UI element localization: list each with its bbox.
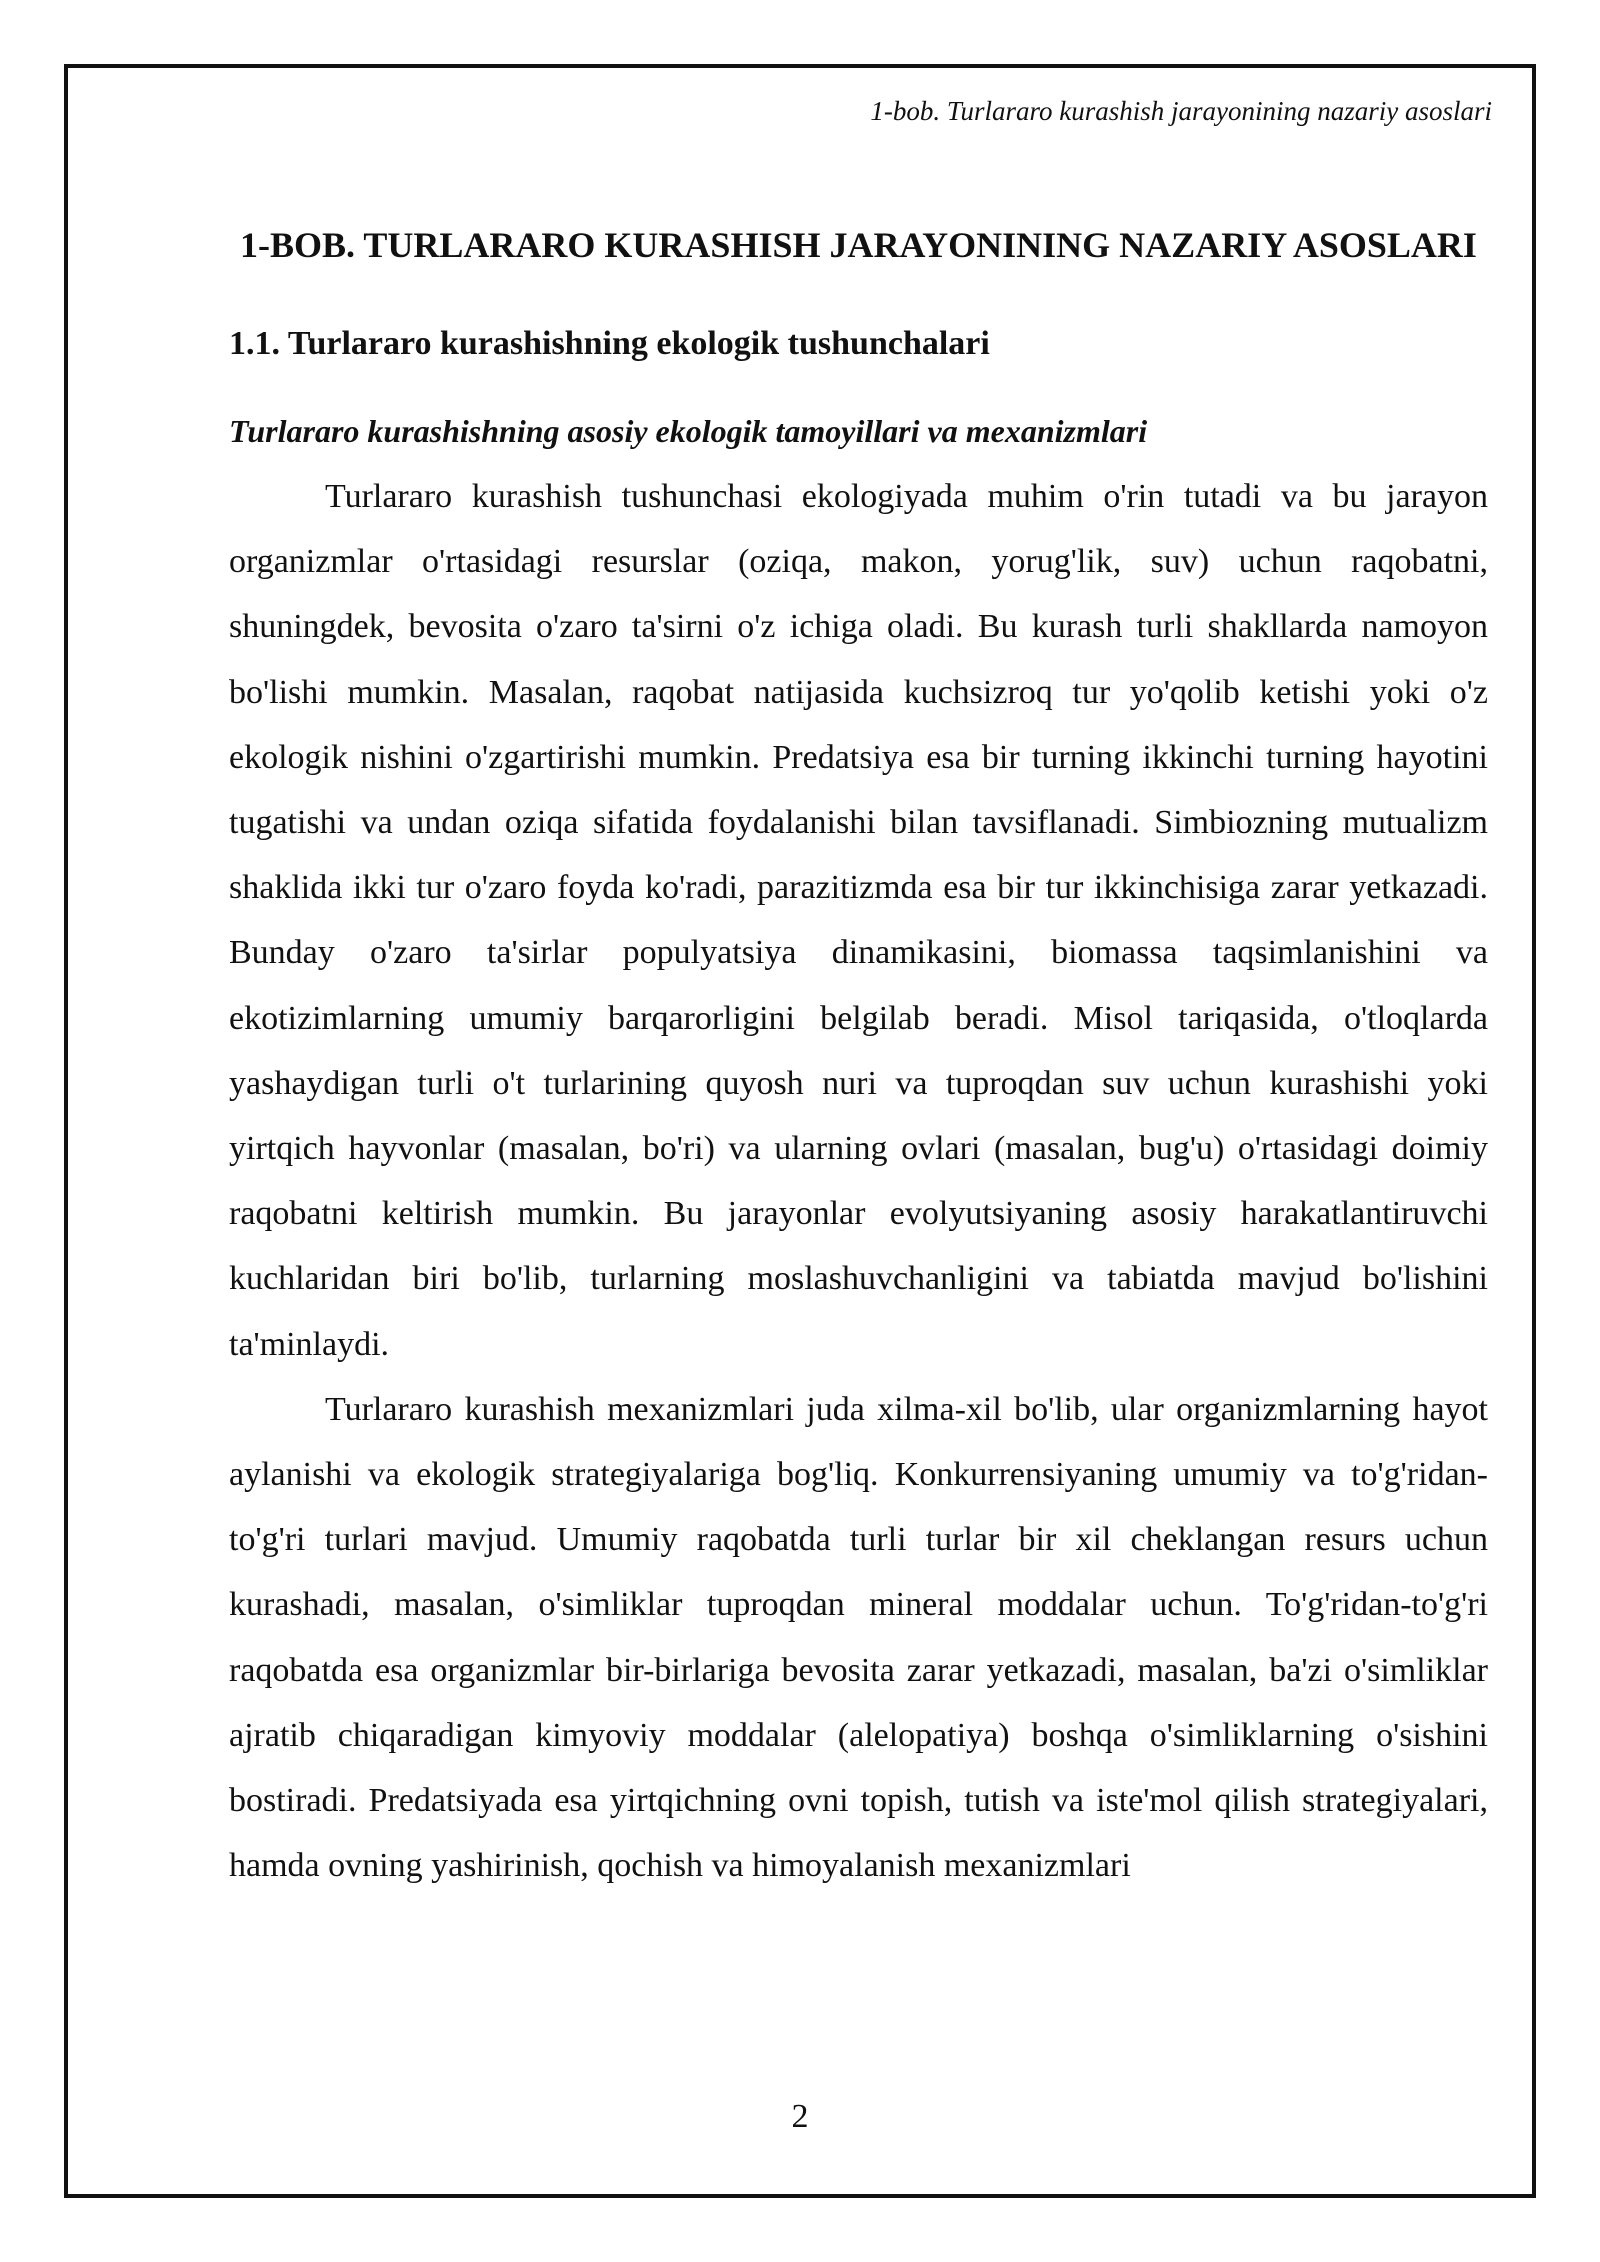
body-paragraph-2: Turlararo kurashish mexanizmlari juda xilma-xil bo'lib, ular organizmlarning hayot aylanishi va ekologik strategiyalariga bog'liq. Konkurrensiyaning umumiy va to'g'ridan-to'g'ri turlari mavjud. Umumiy raqobatda turli turlar bir xil cheklangan resurs uchun kurashadi, masalan, o'simliklar tuproqdan mineral moddalar uchun. To'g'ridan-to'g'ri raqobatda esa organizmlar bir-birlariga bevosita zarar yetkazadi, masalan, ba'zi o'simliklar ajratib chiqaradigan kimyoviy moddalar (alelopatiya) boshqa o'simliklarning o'sishini bostiradi. Predatsiyada esa yirtqichning ovni topish, tutish va iste'mol qilish strategiyalari, hamda ovning yashirinish, qochish va himoyalanish mexanizmlari — [229, 1390, 1488, 1885]
body-paragraph-1: Turlararo kurashish tushunchasi ekologiyada muhim o'rin tutadi va bu jarayon organizmlar o'rtasidagi resurslar (oziqa, makon, yorug'lik, suv) uchun raqobatni, shuningdek, bevosita o'zaro ta'sirni o'z ichiga oladi. Bu kurash turli shakllarda namoyon bo'lishi mumkin. Masalan, raqobat natijasida kuchsizroq tur yo'qolib ketishi yoki o'z ekologik nishini o'zgartirishi mumkin. Predatsiya esa bir turning ikkinchi turning hayotini tugatishi va undan oziqa sifatida foydalanishi bilan tavsiflanadi. Simbiozning mutualizm shaklida ikki tur o'zaro foyda ko'radi, parazitizmda esa bir tur ikkinchisiga zarar yetkazadi. Bunday o'zaro ta'sirlar populyatsiya dinamikasini, biomassa taqsimlanishini va ekotizimlarning umumiy barqarorligini belgilab beradi. Misol tariqasida, o'tloqlarda yashaydigan turli o't turlarining quyosh nuri va tuproqdan suv uchun kurashishi yoki yirtqich hayvonlar (masalan, bo'ri) va ularning ovlari (masalan, bug'u) o'rtasidagi doimiy raqobatni keltirish mumkin. Bu jarayonlar evolyutsiyaning asosiy harakatlantiruvchi kuchlaridan biri bo'lib, turlarning moslashuvchanligini va tabiatda mavjud bo'lishini ta'minlaydi. — [229, 478, 1488, 1363]
section-title: 1.1. Turlararo kurashishning ekologik tushunchalari — [229, 325, 990, 362]
page-number: 2 — [791, 2098, 809, 2135]
subsection-title: Turlararo kurashishning asosiy ekologik tamoyillari va mexanizmlari — [229, 413, 1148, 449]
running-header: 1-bob. Turlararo kurashish jarayonining nazariy asoslari — [870, 96, 1492, 126]
chapter-title: 1-BOB. TURLARARO KURASHISH JARAYONINING NAZARIY ASOSLARI — [240, 225, 1477, 265]
page-content — [229, 212, 1488, 1898]
